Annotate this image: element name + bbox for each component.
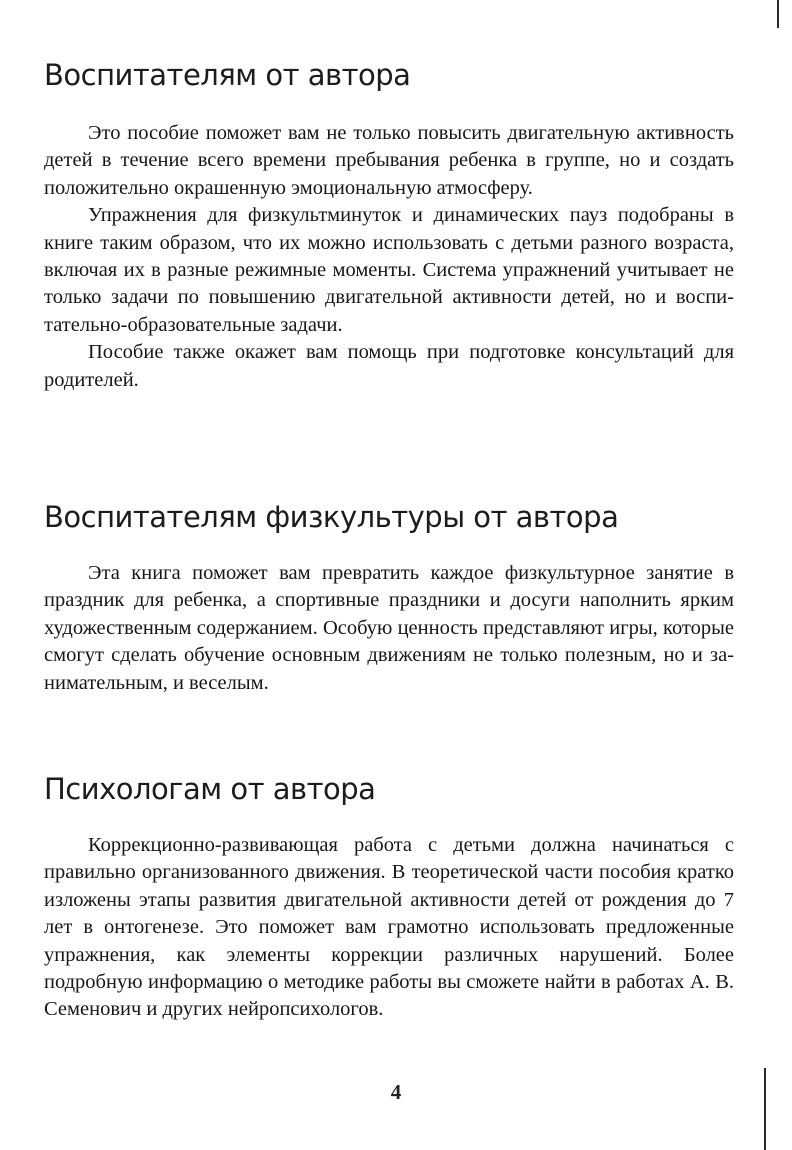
scan-edge-line bbox=[764, 1068, 766, 1150]
paragraph: Коррекционно-развивающая работа с детьми должна начинаться с правильно организованного движения. В теоретической части пособия кратко изложены этапы развития двигательной активности детей от рождения до 7 лет в онтогенезе. Это поможет вам грамотно использовать предложенные упражнения, как элементы коррекции различных нарушений. Более подробную информацию о методике работы вы сможете найти в работах А. В. Семенович и других нейропсихологов. bbox=[44, 834, 734, 1021]
section-pe-teachers bbox=[44, 500, 734, 697]
paragraph: Эта книга поможет вам превратить каждое физкультурное занятие в праздник для ребенка, а спортивные праздники и досуги наполнить ярким художественным содержанием. Особую ценность представляют игры, которые смогут сделать обучение основным движениям не только полезным, но и занимательным, и веселым. bbox=[44, 562, 734, 694]
page-number: 4 bbox=[390, 1080, 402, 1104]
paragraph: Это пособие поможет вам не только повысить двигательную активность детей в течение всего времени пребывания ребенка в группе, но и создать положительно окрашенную эмоциональную атмосферу. bbox=[44, 122, 734, 199]
paragraph: Упражнения для физкультминуток и динамических пауз подобраны в книге таким образом, что их можно использовать с детьми разного возраста, включая их в разные режимные моменты. Система упражнений учитывает не только задачи по повышению двигательной активности детей, но и воспитательно-образовательные задачи. bbox=[44, 204, 734, 336]
scan-edge-line bbox=[777, 0, 779, 28]
section-heading: Воспитателям физкультуры от автора bbox=[44, 500, 619, 534]
section-psychologists bbox=[44, 772, 734, 1024]
section-heading: Воспитателям от автора bbox=[44, 58, 411, 92]
section-heading: Психологам от автора bbox=[44, 772, 376, 806]
paragraph: Пособие также окажет вам помощь при подготовке консультаций для родителей. bbox=[44, 341, 734, 391]
section-educators bbox=[44, 58, 734, 394]
